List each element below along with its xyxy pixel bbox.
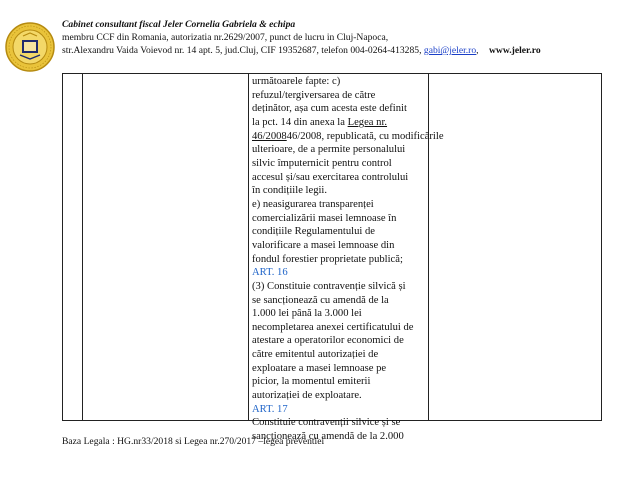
text-line: valorificare a masei lemnoase din (252, 239, 395, 251)
table-border-left (62, 73, 63, 421)
text-line: deținător, așa cum acesta este definit (252, 103, 407, 115)
text-line: picior, la momentul emiterii (252, 376, 371, 388)
text-line-part: la pct. 14 din anexa la (252, 116, 345, 128)
article-heading-link[interactable]: ART. 16 (252, 267, 288, 279)
email-link[interactable]: gabi@jeler.ro (423, 45, 477, 56)
law-number-link[interactable]: 46/2008 (252, 130, 287, 142)
text-line: în condițiile legii. (252, 185, 328, 197)
firm-registration: membru CCF din Romania, autorizatia nr.2629/2007, punct de lucru in Cluj-Napoca, (62, 32, 389, 43)
text-line: refuzul/tergiversarea de către (252, 89, 376, 101)
text-line: (3) Constituie contravenție silvică și (252, 280, 406, 292)
legal-basis-footer: Baza Legala : HG.nr33/2018 si Legea nr.270/2017 –legea preventiei (62, 436, 325, 447)
letterhead (62, 18, 541, 57)
text-line: Constituie contravenții silvice și se (252, 417, 401, 429)
jeler-seal-logo-icon (5, 22, 55, 72)
text-line: ulterioare, de a permite personalului (252, 144, 406, 156)
text-line: se sancționează cu amendă de la (252, 294, 389, 306)
text-line: autorizației de exploatare. (252, 390, 362, 402)
text-line: condițiile Regulamentului de (252, 226, 375, 238)
table-column-divider (248, 73, 249, 421)
text-line: fondul forestier proprietate publică; (252, 253, 403, 265)
law-link[interactable]: Legea nr. (347, 116, 388, 128)
website-text: www.jeler.ro (488, 45, 541, 56)
text-line: accesul și/sau exercitarea controlului (252, 171, 409, 183)
text-line: atestare a operatorilor economici de (252, 335, 404, 347)
firm-name: Cabinet consultant fiscal Jeler Cornelia Gabriela & echipa (62, 19, 296, 30)
text-line: silvic împuternicit pentru control (252, 157, 392, 169)
text-line (252, 116, 430, 130)
table-border-right (601, 73, 602, 421)
firm-address (62, 44, 541, 57)
article-heading-link[interactable]: ART. 17 (252, 403, 288, 415)
table-cell-text (252, 75, 444, 444)
text-line-part: 46/2008, republicată, cu modificările (286, 130, 444, 142)
text-line: următoarele fapte: c) (252, 76, 341, 87)
text-line: sancționează cu amendă de la 2.000 (252, 431, 404, 443)
table-column-divider (82, 73, 83, 421)
text-line: comercializării masei lemnoase în (252, 212, 397, 224)
text-line: exploatare a masei lemnoase pe (252, 362, 387, 374)
text-line: 1.000 lei până la 3.000 lei (252, 308, 362, 320)
text-line (252, 130, 444, 144)
table-top-border (62, 73, 602, 74)
text-line: necompletarea anexei certificatului de (252, 321, 414, 333)
address-text: str.Alexandru Vaida Voievod nr. 14 apt. 5, jud.Cluj, CIF 19352687, telefon 004-0264-413285, (62, 45, 422, 56)
text-line: e) neasigurarea transparenței (252, 198, 374, 210)
text-line: către emitentul autorizației de (252, 349, 379, 361)
email-separator: , (476, 45, 479, 56)
